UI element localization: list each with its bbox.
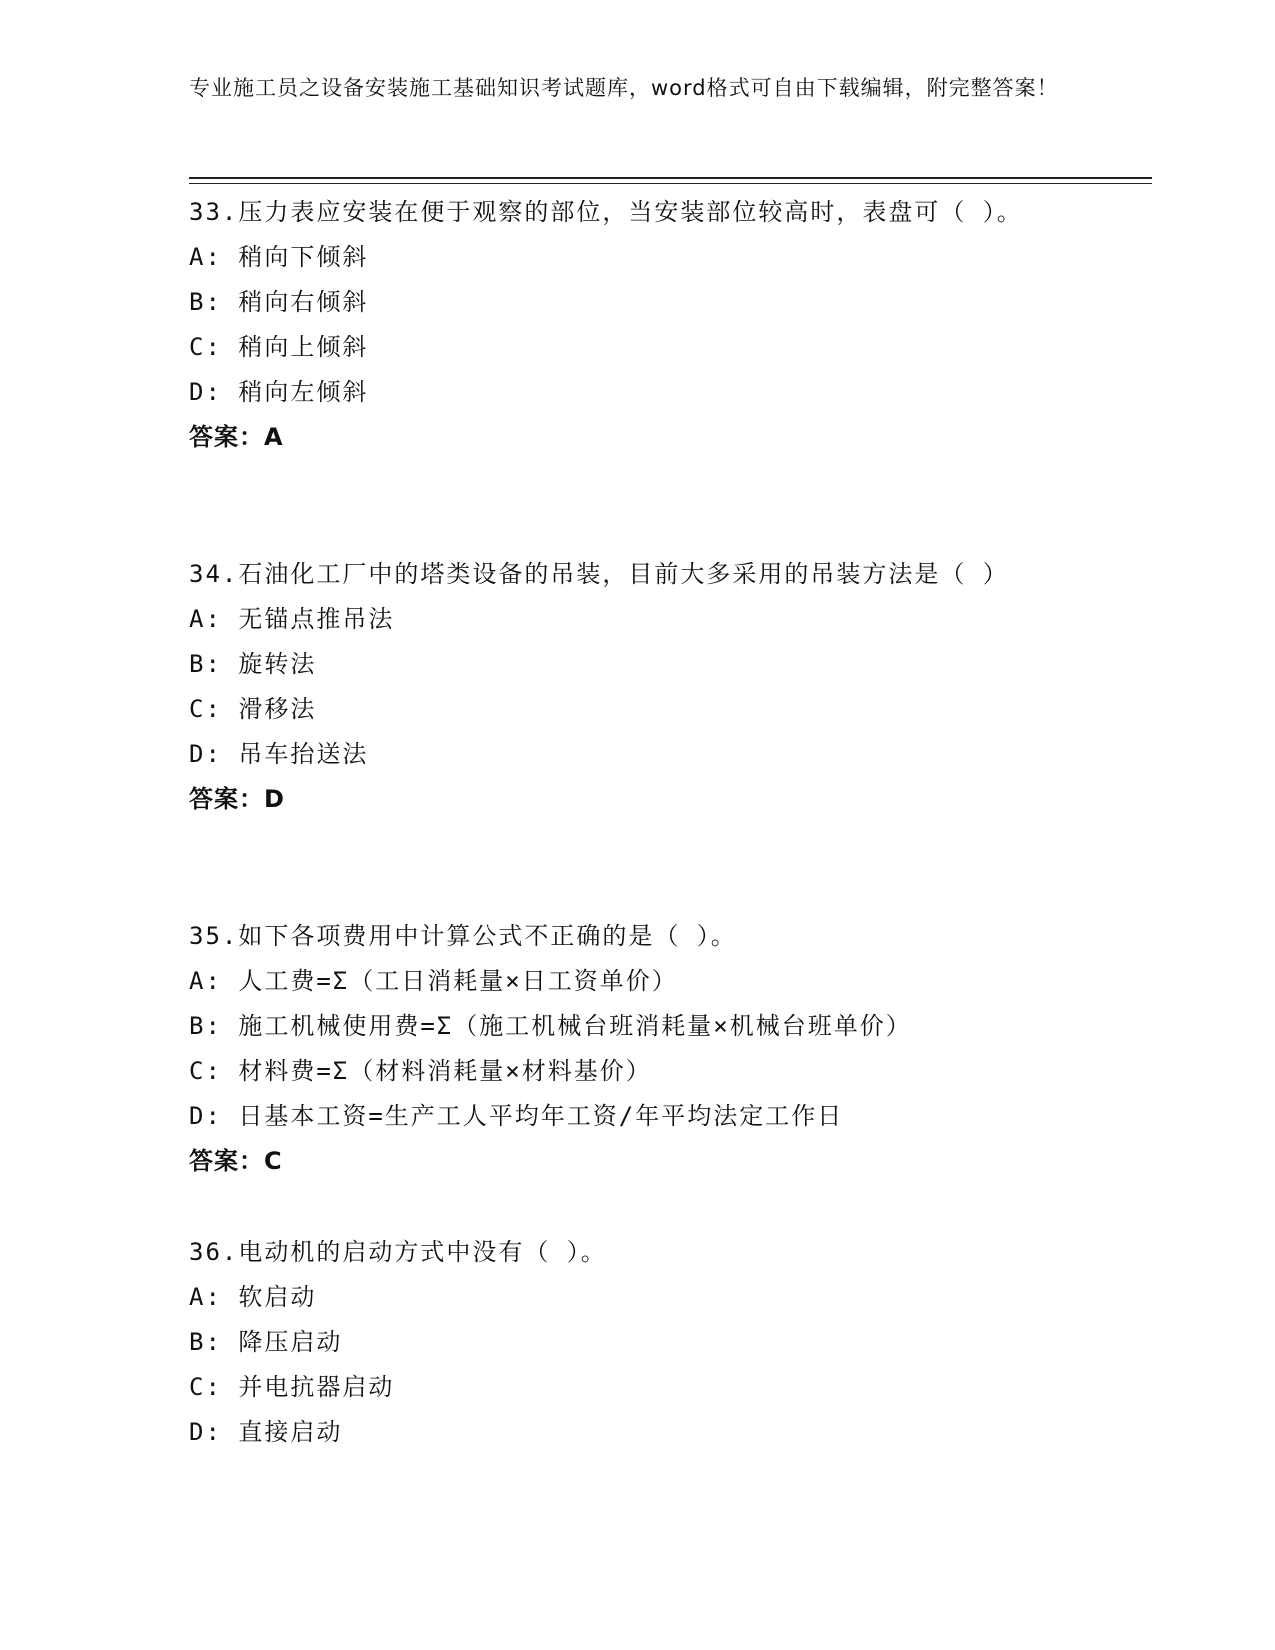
option-b: B: 旋转法 [189,650,317,678]
question-33 [189,190,1069,460]
option-a: A: 无锚点推吊法 [189,605,395,633]
answer-label: 答案：C [189,1147,283,1175]
option-b: B: 降压启动 [189,1328,343,1356]
question-stem: 33.压力表应安装在便于观察的部位，当安装部位较高时，表盘可（ ）。 [189,198,1023,226]
question-stem: 35.如下各项费用中计算公式不正确的是（ ）。 [189,922,737,950]
option-a: A: 稍向下倾斜 [189,243,369,271]
option-d: D: 日基本工资=生产工人平均年工资/年平均法定工作日 [189,1102,844,1130]
header-divider-thin [189,183,1152,184]
question-34 [189,552,1069,822]
option-a: A: 人工费=Σ（工日消耗量×日工资单价） [189,967,678,995]
answer-label: 答案：D [189,785,285,813]
option-d: D: 稍向左倾斜 [189,378,369,406]
option-c: C: 滑移法 [189,695,317,723]
document-header: 专业施工员之设备安装施工基础知识考试题库，word格式可自由下载编辑，附完整答案！ [189,76,1059,100]
option-d: D: 直接启动 [189,1418,343,1446]
answer-label: 答案：A [189,423,284,451]
question-35 [189,914,1069,1184]
option-b: B: 稍向右倾斜 [189,288,369,316]
option-c: C: 并电抗器启动 [189,1373,395,1401]
question-stem: 34.石油化工厂中的塔类设备的吊装，目前大多采用的吊装方法是（ ） [189,560,1009,588]
option-b: B: 施工机械使用费=Σ（施工机械台班消耗量×机械台班单价） [189,1012,912,1040]
option-c: C: 材料费=Σ（材料消耗量×材料基价） [189,1057,652,1085]
header-divider-thick [189,177,1152,179]
option-a: A: 软启动 [189,1283,317,1311]
option-c: C: 稍向上倾斜 [189,333,369,361]
option-d: D: 吊车抬送法 [189,740,369,768]
question-stem: 36.电动机的启动方式中没有（ ）。 [189,1238,607,1266]
question-36 [189,1230,1069,1455]
